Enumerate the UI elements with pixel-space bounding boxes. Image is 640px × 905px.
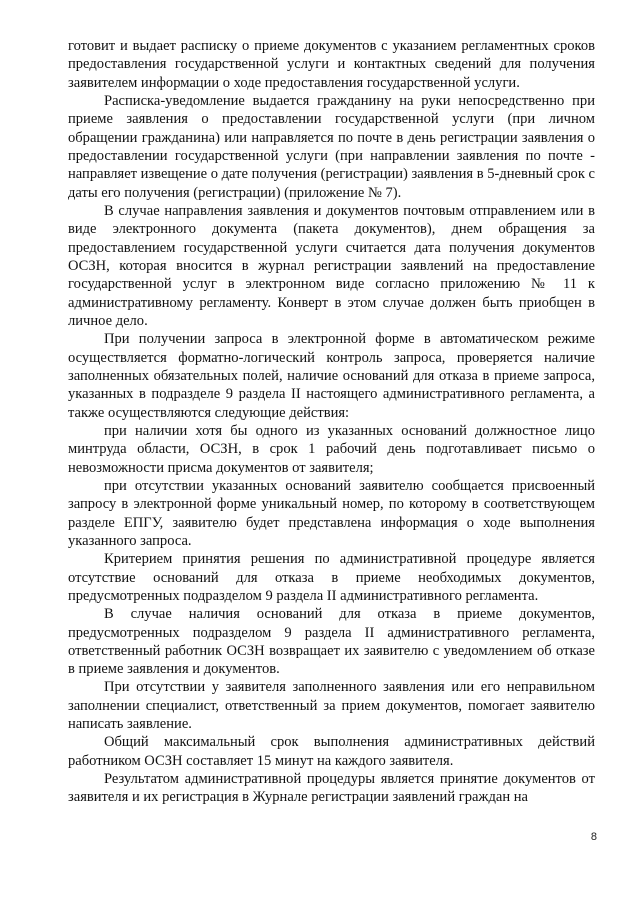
- paragraph-grounds-absent: при отсутствии указанных оснований заявителю сообщается присвоенный запросу в электронной форме уникальный номер, по которому в соответствующем разделе ЕПГУ, заявителю будет представлена информация о ходе выполнения указанного запроса.: [68, 477, 595, 549]
- paragraph-decision-criterion: Критерием принятия решения по административной процедуре является отсутствие оснований для отказа в приеме необходимых документов, предусмотренных подразделом 9 раздела II административного регламента.: [68, 551, 595, 604]
- page-number: 8: [590, 831, 597, 843]
- paragraph-postal-submission: В случае направления заявления и документов почтовым отправлением или в виде электронного документа (пакета документов), днем обращения за предоставлением государственной услуги считается дата получения документов ОСЗН, которая вносится в журнал регистрации заявлений на предоставление государственной услуг в электронном виде согласно приложению № 11 к административному регламенту. Конверт в этом случае должен быть приобщен в личное дело.: [68, 202, 595, 329]
- paragraph-max-duration: Общий максимальный срок выполнения административных действий работником ОСЗН составляет 15 минут на каждого заявителя.: [68, 734, 595, 769]
- paragraph-grounds-present: при наличии хотя бы одного из указанных оснований должностное лицо минтруда области, ОСЗН, в срок 1 рабочий день подготавливает письмо о невозможности присма документов от заявителя;: [68, 422, 595, 476]
- paragraph-continuation: готовит и выдает расписку о приеме документов с указанием регламентных сроков предоставления государственной услуги и контактных сведений для получения заявителем информации о ходе предоставления государственной услуги.: [68, 38, 595, 91]
- paragraph-application-help: При отсутствии у заявителя заполненного заявления или его неправильном заполнении специалист, ответственный за прием документов, помогает заявителю написать заявление.: [68, 679, 595, 733]
- paragraph-result: Результатом административной процедуры является принятие документов от заявителя и их регистрация в Журнале регистрации заявлений граждан на: [68, 771, 595, 806]
- document-body: [68, 37, 595, 807]
- paragraph-refusal-case: В случае наличия оснований для отказа в приеме документов, предусмотренных подразделом 9 раздела II административного регламента, ответственный работник ОСЗН возвращает их заявителю с уведомлением об отказе в приеме заявления и документов.: [68, 606, 595, 678]
- paragraph-electronic-request: При получении запроса в электронной форме в автоматическом режиме осуществляется форматно-логический контроль запроса, проверяется наличие заполненных обязательных полей, наличие оснований для отказа в приеме запроса, указанных в подразделе 9 раздела II настоящего административного регламента, а также осуществляются следующие действия:: [68, 331, 595, 421]
- paragraph-receipt-notice: Расписка-уведомление выдается гражданину на руки непосредственно при приеме заявления о предоставлении государственной услуги (при личном обращении гражданина) или направляется по почте в день регистрации заявления о предоставлении государственной услуги (при направлении заявления по почте - направляет извещение о дате получения (регистрации) заявления в 5-дневный срок с даты его получения (регистрации) (приложение № 7).: [68, 92, 595, 201]
